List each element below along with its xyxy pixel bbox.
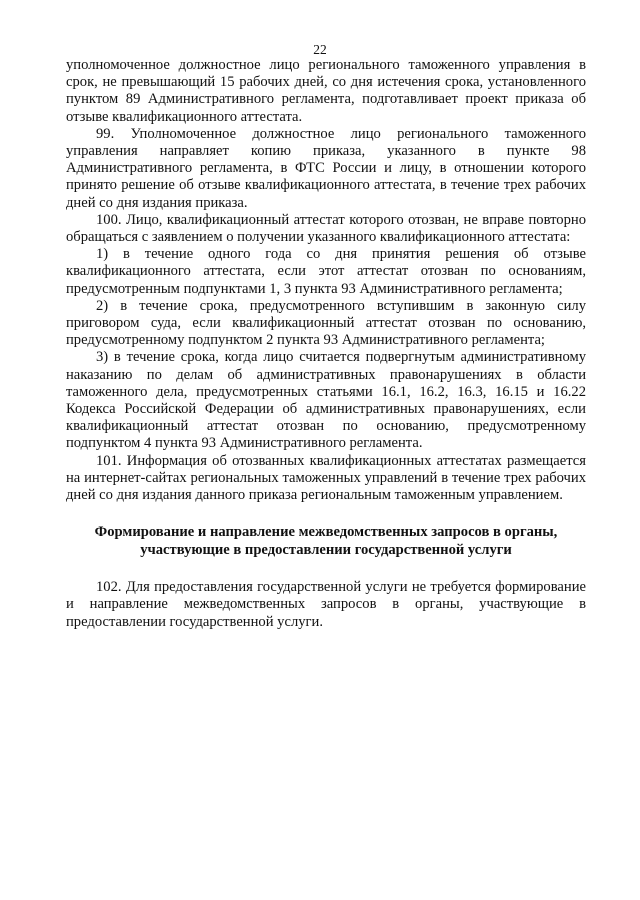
section-heading (66, 524, 586, 559)
document-body (66, 57, 586, 631)
paragraph-99: 99. Уполномоченное должностное лицо регионального таможенного управления направляет копию приказа, указанного в пункте 98 Административного регламента, в ФТС России и лицу, в отношении которого принято решение об отзыве квалификационного аттестата, в течение трех рабочих дней со дня издания приказа. (66, 125, 586, 211)
paragraph-100-item-1: 1) в течение одного года со дня принятия решения об отзыве квалификационного аттестата, если этот аттестат отозван по основаниям, предусмотренным подпунктами 1, 3 пункта 93 Административного регламента; (66, 246, 586, 297)
paragraph-101: 101. Информация об отозванных квалификационных аттестатах размещается на интернет-сайтах региональных таможенных управлений в течение трех рабочих дней со дня издания данного приказа региональным таможенным управлением. (66, 452, 586, 504)
paragraph-102: 102. Для предоставления государственной услуги не требуется формирование и направление межведомственных запросов в органы, участвующие в предоставлении государственной услуги. (66, 579, 586, 630)
paragraph-100-item-2: 2) в течение срока, предусмотренного вступившим в законную силу приговором суда, если квалификационный аттестат отозван по основанию, предусмотренному подпунктом 2 пункта 93 Административного регламента; (66, 297, 586, 349)
page-number: 22 (313, 42, 327, 57)
paragraph-continuation: уполномоченное должностное лицо регионального таможенного управления в срок, не превышающий 15 рабочих дней, со дня истечения срока, установленного пунктом 89 Административного регламента, подготавливает проект приказа об отзыве квалификационного аттестата. (66, 57, 586, 125)
paragraph-100: 100. Лицо, квалификационный аттестат которого отозван, не вправе повторно обращаться с заявлением о получении указанного квалификационного аттестата: (66, 211, 586, 246)
section-heading-line-1: Формирование и направление межведомственных запросов в органы, (94, 524, 558, 541)
paragraph-100-item-3: 3) в течение срока, когда лицо считается подвергнутым административному наказанию по делам об административных правонарушениях в области таможенного дела, предусмотренных статьями 16.1, 16.2, 16.3, 16.15 и 16.22 Кодекса Российской Федерации об административных правонарушениях, если квалификационный аттестат отозван по основанию, предусмотренному подпунктом 4 пункта 93 Административного регламента. (66, 349, 586, 452)
section-heading-line-2: участвующие в предоставлении государственной услуги (140, 541, 512, 558)
